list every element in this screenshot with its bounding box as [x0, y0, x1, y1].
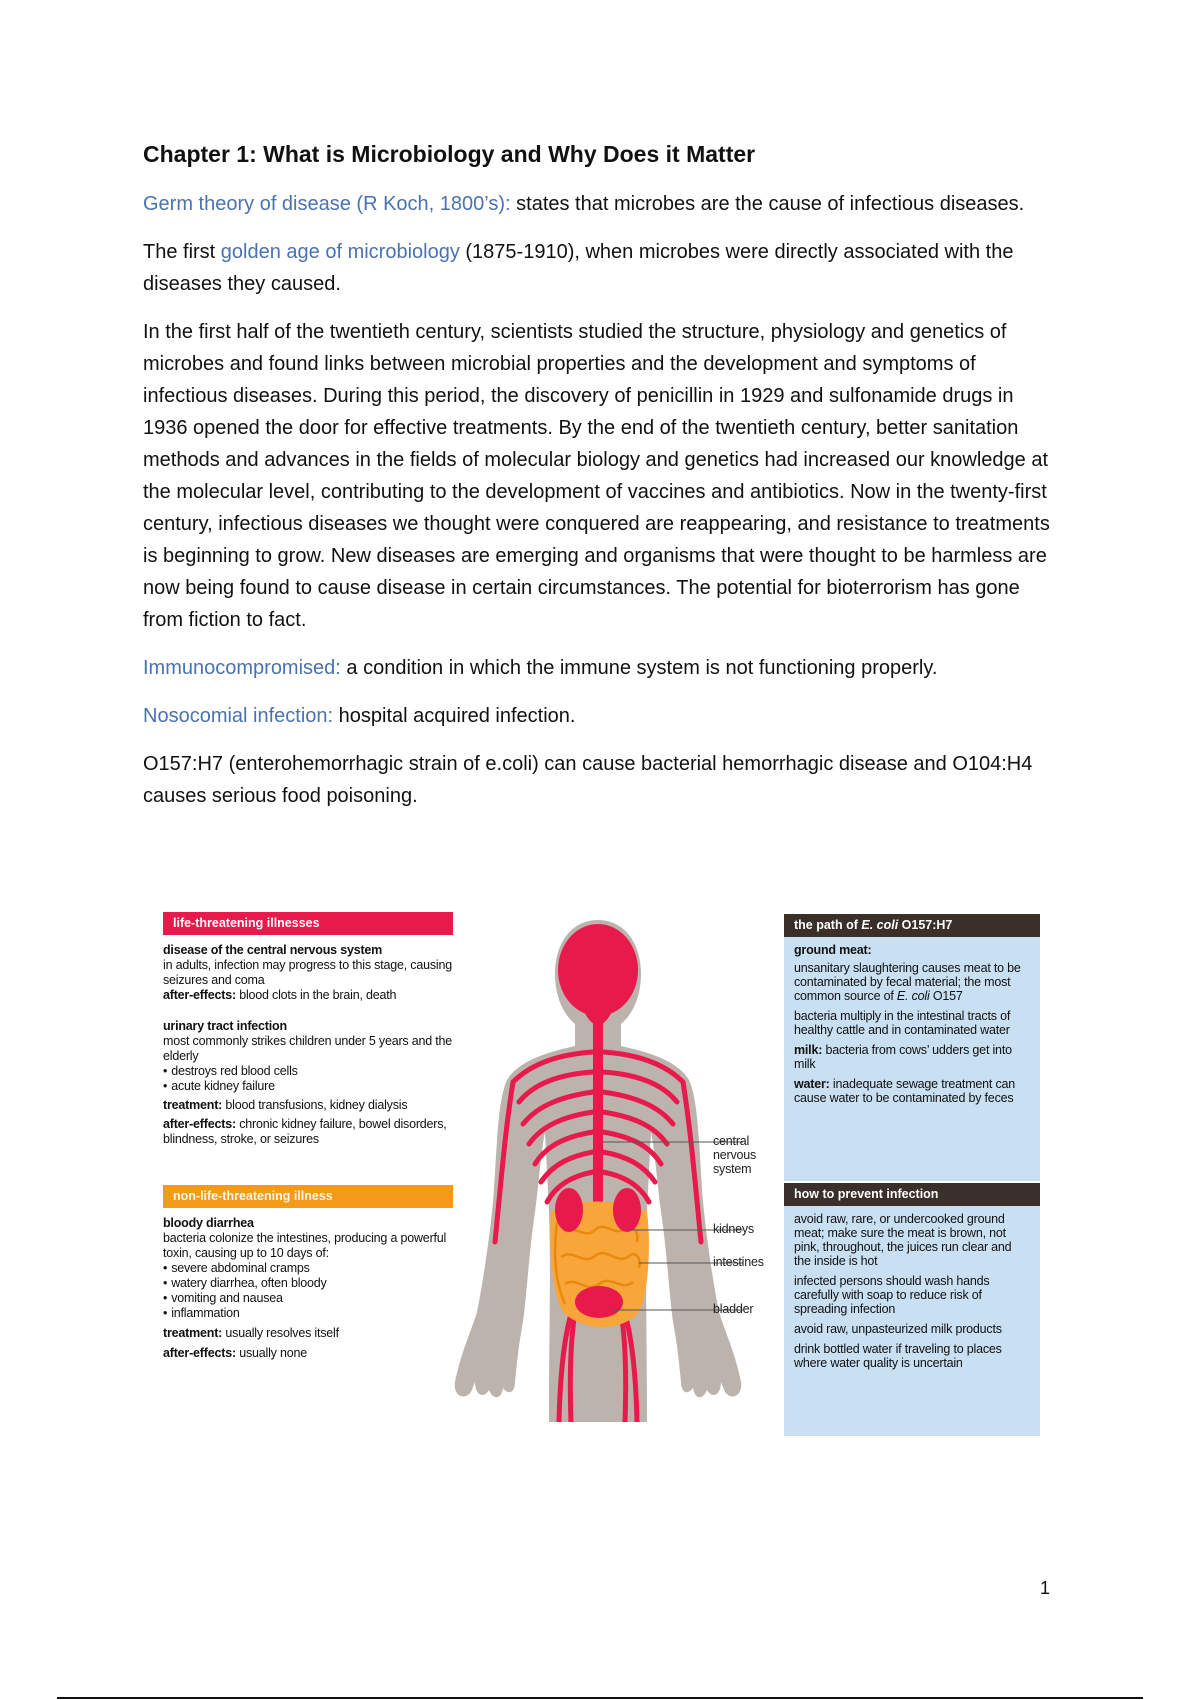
illness-column	[163, 912, 453, 1361]
text-block	[143, 140, 1063, 828]
paragraph-germ-theory	[143, 188, 1063, 220]
ecoli-infographic	[163, 912, 1040, 1422]
diarrhea-treatment	[163, 1326, 453, 1341]
label: after-effects:	[163, 1346, 236, 1360]
uti-text: most commonly strikes children under 5 years and the elderly	[163, 1034, 453, 1063]
list-item: • watery diarrhea, often bloody	[163, 1276, 453, 1291]
prevention-band: how to prevent infection	[784, 1183, 1040, 1206]
list-item: • vomiting and nausea	[163, 1291, 453, 1306]
uti-title: urinary tract infection	[163, 1019, 287, 1033]
label: after-effects:	[163, 988, 236, 1002]
cns-disease-title: disease of the central nervous system	[163, 943, 383, 957]
value: chronic kidney failure, bowel disorders, blindness, stroke, or seizures	[163, 1117, 447, 1146]
ground-meat-item-2: bacteria multiply in the intestinal tracts of healthy cattle and in contaminated water	[794, 1009, 1011, 1037]
immunocompromised-definition: a condition in which the immune system is not functioning properly.	[340, 656, 938, 679]
cns-disease-text: in adults, infection may progress to this stage, causing seizures and coma	[163, 958, 452, 987]
term-immunocompromised: Immunocompromised:	[143, 656, 341, 679]
text: bacteria from cows’ udders get into milk	[794, 1043, 1012, 1071]
list-item: • destroys red blood cells	[163, 1064, 453, 1079]
italic: E. coli	[896, 989, 930, 1003]
bloody-diarrhea-text: bacteria colonize the intestines, producing a powerful toxin, causing up to 10 days of:	[163, 1231, 447, 1260]
band-text: the path of	[794, 918, 862, 932]
milk-item	[794, 1043, 1030, 1071]
label: after-effects:	[163, 1117, 236, 1131]
cns-after-effects	[163, 988, 453, 1003]
ground-meat-item	[794, 961, 1030, 1003]
list-item: • severe abdominal cramps	[163, 1261, 453, 1276]
list-item: • inflammation	[163, 1306, 453, 1321]
value: usually none	[235, 1346, 307, 1360]
paragraph-ecoli-strains: O157:H7 (enterohemorrhagic strain of e.coli) can cause bacterial hemorrhagic disease and O104:H4 causes serious food poisoning.	[143, 752, 1033, 807]
uti-treatment	[163, 1098, 453, 1113]
left-kidney	[555, 1188, 583, 1232]
path-band	[784, 914, 1040, 937]
nosocomial-definition: hospital acquired infection.	[333, 704, 576, 727]
term-germ-theory: Germ theory of disease (R Koch, 1800’s):	[143, 192, 511, 215]
term-golden-age: golden age of microbiology	[220, 240, 460, 263]
right-kidney	[613, 1188, 641, 1232]
life-threatening-band: life-threatening illnesses	[163, 912, 453, 935]
non-life-threatening-band: non-life-threatening illness	[163, 1185, 453, 1208]
band-italic: E. coli	[861, 918, 899, 932]
uti-after-effects	[163, 1117, 453, 1147]
human-body-illustration	[453, 912, 743, 1422]
bloody-diarrhea-title: bloody diarrhea	[163, 1216, 254, 1230]
diarrhea-bullets	[163, 1261, 453, 1321]
label: treatment:	[163, 1098, 223, 1112]
list-item: infected persons should wash hands carefully with soap to reduce risk of spreading infection	[794, 1274, 990, 1316]
label: treatment:	[163, 1326, 223, 1340]
ground-meat-title: ground meat:	[794, 943, 872, 957]
list-item: drink bottled water if traveling to places where water quality is uncertain	[794, 1342, 1002, 1370]
band-text: O157:H7	[898, 918, 953, 932]
golden-age-prefix: The first	[143, 240, 221, 263]
organ-labels	[713, 912, 793, 1422]
life-threatening-section	[163, 943, 453, 1147]
label-intestines: intestines	[713, 1255, 764, 1269]
value: blood transfusions, kidney dialysis	[222, 1098, 408, 1112]
diarrhea-after-effects	[163, 1346, 453, 1361]
term-nosocomial: Nosocomial infection:	[143, 704, 334, 727]
path-box	[784, 937, 1040, 1181]
list-item: avoid raw, rare, or undercooked ground meat; make sure the meat is brown, not pink, throughout, the juices run clear and the inside is hot	[794, 1212, 1012, 1268]
label-bladder: bladder	[713, 1302, 754, 1316]
paragraph-history: In the first half of the twentieth century, scientists studied the structure, physiology and genetics of microbes and found links between microbial properties and the development and symptoms of infectious diseases. During this period, the discovery of penicillin in 1929 and sulfonamide drugs in 1936 opened the door for effective treatments. By the end of the twentieth century, better sanitation methods and advances in the fields of molecular biology and genetics had increased our knowledge at the molecular level, contributing to the development of vaccines and antibiotics. Now in the twenty-first century, infectious diseases we thought were conquered are reappearing, and resistance to treatments is beginning to grow. New diseases are emerging and organisms that were thought to be harmless are now being found to cause disease in certain circumstances. The potential for bioterrorism has gone from fiction to fact.	[143, 320, 1050, 631]
non-life-threatening-section	[163, 1216, 453, 1361]
chapter-title: Chapter 1: What is Microbiology and Why Does it Matter	[143, 141, 756, 167]
text: inadequate sewage treatment can cause water to be contaminated by feces	[794, 1077, 1016, 1105]
paragraph-golden-age	[143, 236, 1063, 300]
brain	[558, 924, 638, 1016]
water-item	[794, 1077, 1030, 1105]
paragraph-immunocompromised	[143, 652, 1063, 684]
text: unsanitary slaughtering causes meat to be contaminated by fecal material; the most common source of	[794, 961, 1021, 1003]
bladder	[575, 1286, 623, 1318]
list-item: avoid raw, unpasteurized milk products	[794, 1322, 1002, 1336]
path-and-prevention-column	[784, 914, 1040, 1419]
germ-theory-definition: states that microbes are the cause of infectious diseases.	[510, 192, 1025, 215]
label: water:	[794, 1077, 830, 1091]
prevention-box	[784, 1206, 1040, 1436]
golden-age-definition: (1875-1910), when microbes were directly associated with the diseases they caused.	[143, 240, 1014, 295]
label: milk:	[794, 1043, 823, 1057]
list-item: • acute kidney failure	[163, 1079, 453, 1094]
value: blood clots in the brain, death	[235, 988, 397, 1002]
label-kidneys: kidneys	[713, 1222, 754, 1236]
paragraph-nosocomial	[143, 700, 1063, 732]
value: usually resolves itself	[222, 1326, 339, 1340]
footer-rule	[57, 1697, 1143, 1699]
page-number: 1	[1040, 1578, 1051, 1598]
text: O157	[929, 989, 963, 1003]
label-central-nervous-system: central nervous system	[713, 1134, 757, 1176]
uti-bullets	[163, 1064, 453, 1094]
